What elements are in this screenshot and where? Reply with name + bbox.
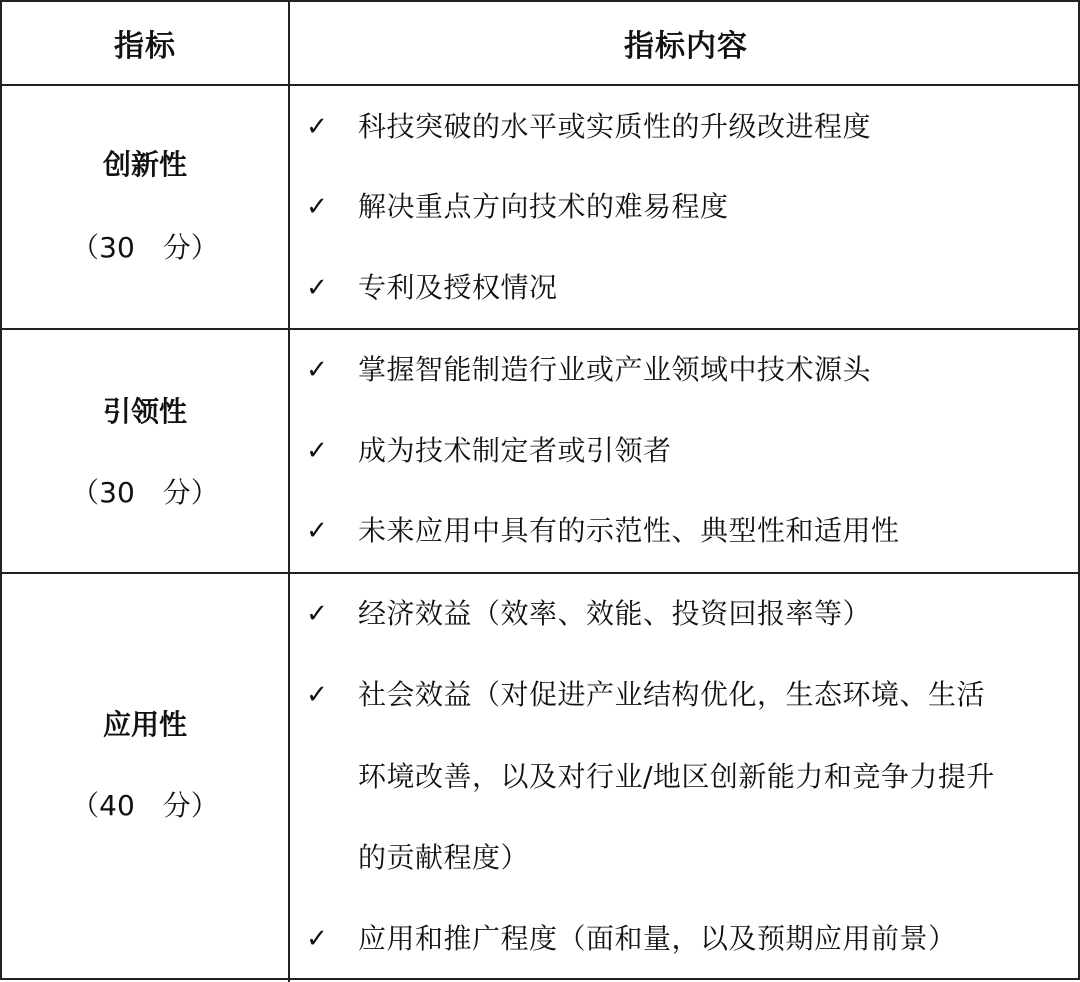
indicator-score: （30 分） — [71, 231, 219, 264]
item-text: 成为技术制定者或引领者 — [358, 434, 672, 467]
check-icon: ✓ — [306, 516, 328, 546]
check-icon: ✓ — [306, 436, 328, 466]
item-text: 科技突破的水平或实质性的升级改进程度 — [358, 110, 872, 143]
check-icon: ✓ — [306, 599, 328, 629]
check-icon: ✓ — [306, 112, 328, 142]
indicator-name: 创新性 — [102, 148, 187, 181]
indicator-score: （40 分） — [71, 789, 219, 822]
item-text: 社会效益（对促进产业结构优化，生态环境、生活 — [358, 678, 986, 711]
item-text-continuation: 的贡献程度） — [358, 841, 530, 874]
item-text: 未来应用中具有的示范性、典型性和适用性 — [358, 514, 900, 547]
item-text: 专利及授权情况 — [358, 271, 558, 304]
row-divider — [2, 84, 1080, 86]
column-divider — [288, 2, 290, 982]
row-divider — [2, 328, 1080, 330]
row-divider — [2, 572, 1080, 574]
check-icon: ✓ — [306, 355, 328, 385]
item-text: 解决重点方向技术的难易程度 — [358, 190, 729, 223]
header-indicator-content: 指标内容 — [624, 29, 748, 64]
check-icon: ✓ — [306, 192, 328, 222]
item-text: 应用和推广程度（面和量，以及预期应用前景） — [358, 922, 957, 955]
indicator-score: （30 分） — [71, 476, 219, 509]
indicator-name: 应用性 — [102, 708, 187, 741]
indicator-name: 引领性 — [102, 395, 187, 428]
item-text-continuation: 环境改善，以及对行业/地区创新能力和竞争力提升 — [358, 760, 995, 793]
check-icon: ✓ — [306, 924, 328, 954]
item-text: 经济效益（效率、效能、投资回报率等） — [358, 597, 872, 630]
check-icon: ✓ — [306, 680, 328, 710]
item-text: 掌握智能制造行业或产业领域中技术源头 — [358, 353, 872, 386]
header-indicator: 指标 — [114, 29, 176, 64]
check-icon: ✓ — [306, 273, 328, 303]
